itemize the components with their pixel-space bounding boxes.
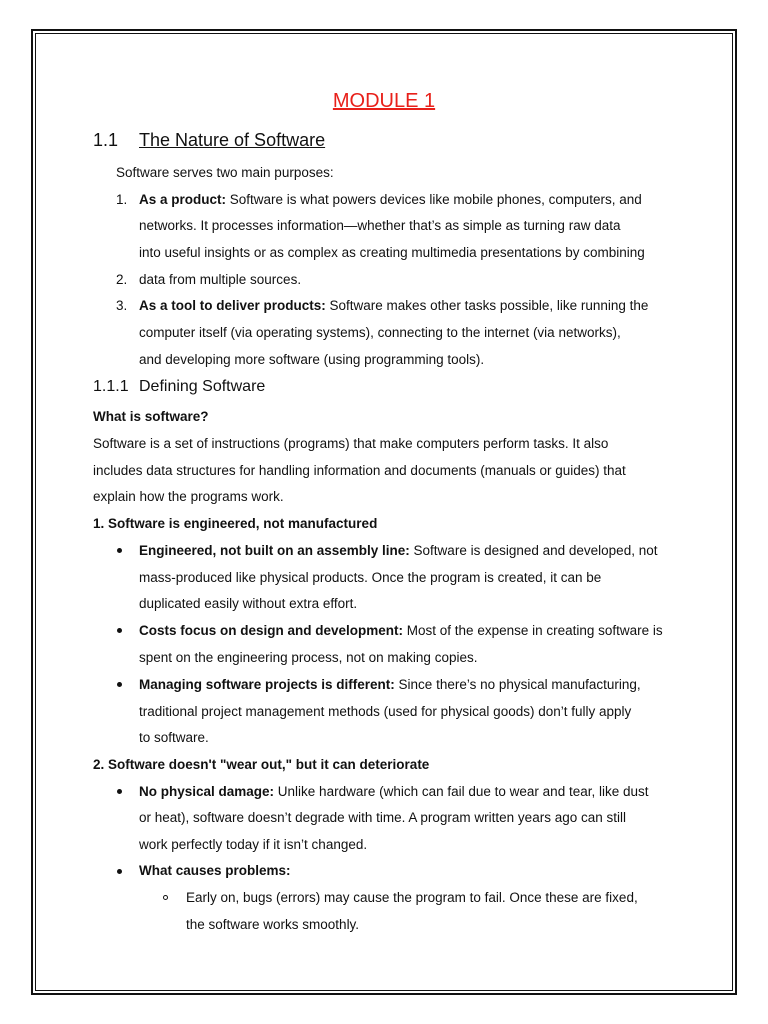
paragraph-line: Software is a set of instructions (programs) that make computers perform tasks. It also xyxy=(93,436,609,451)
item-label: No physical damage: xyxy=(139,784,275,799)
bullet-item xyxy=(139,783,649,801)
subsection-title: Defining Software xyxy=(139,378,266,395)
bullet-icon xyxy=(117,548,122,553)
question-heading: What is software? xyxy=(93,409,209,424)
subsection-heading xyxy=(93,377,265,397)
list-number: 2. xyxy=(116,272,128,287)
item-text: or heat), software doesn’t degrade with time. A program written years ago can still xyxy=(139,810,626,825)
list-number: 1. xyxy=(116,192,128,207)
bullet-item xyxy=(139,676,641,694)
section-heading xyxy=(93,129,325,151)
item-text: duplicated easily without extra effort. xyxy=(139,596,358,611)
item-label: Engineered, not built on an assembly line: xyxy=(139,543,410,558)
item-text: traditional project management methods (used for physical goods) don’t fully apply xyxy=(139,704,632,719)
paragraph-line: explain how the programs work. xyxy=(93,489,284,504)
sub-item-text: Early on, bugs (errors) may cause the program to fail. Once these are fixed, xyxy=(186,890,638,905)
subsection-number: 1.1.1 xyxy=(93,378,129,395)
bullet-icon xyxy=(117,628,122,633)
hollow-bullet-icon xyxy=(163,895,168,900)
item-label: As a product: xyxy=(139,192,227,207)
item-label: As a tool to deliver products: xyxy=(139,298,326,313)
item-text: work perfectly today if it isn’t changed. xyxy=(139,837,368,852)
item-text: spent on the engineering process, not on making copies. xyxy=(139,650,478,665)
point-heading: 2. Software doesn't "wear out," but it can deteriorate xyxy=(93,757,430,772)
bullet-item: What causes problems: xyxy=(139,863,291,878)
item-text: Software is what powers devices like mobile phones, computers, and xyxy=(226,192,642,207)
module-title: MODULE 1 xyxy=(332,90,436,112)
bullet-icon xyxy=(117,789,122,794)
bullet-item xyxy=(139,542,657,560)
item-text: data from multiple sources. xyxy=(139,272,302,287)
item-text: Software is designed and developed, not xyxy=(409,543,658,558)
bullet-icon xyxy=(117,682,122,687)
item-label: Managing software projects is different: xyxy=(139,677,395,692)
item-text: Unlike hardware (which can fail due to wear and tear, like dust xyxy=(274,784,649,799)
item-text: computer itself (via operating systems), connecting to the internet (via networks), xyxy=(139,325,621,340)
item-text: Most of the expense in creating software is xyxy=(403,623,663,638)
bullet-icon xyxy=(117,869,122,874)
item-text: mass-produced like physical products. Once the program is created, it can be xyxy=(139,570,602,585)
point-heading: 1. Software is engineered, not manufactured xyxy=(93,516,378,531)
list-number: 3. xyxy=(116,298,128,313)
section-number: 1.1 xyxy=(93,130,119,150)
intro-text: Software serves two main purposes: xyxy=(116,165,334,180)
item-text: and developing more software (using programming tools). xyxy=(139,352,485,367)
item-text: networks. It processes information—whether that’s as simple as turning raw data xyxy=(139,218,621,233)
section-title: The Nature of Software xyxy=(139,130,326,150)
sub-item-text: the software works smoothly. xyxy=(186,917,360,932)
list-item xyxy=(139,297,648,315)
item-text: into useful insights or as complex as creating multimedia presentations by combining xyxy=(139,245,645,260)
item-text: to software. xyxy=(139,730,209,745)
paragraph-line: includes data structures for handling information and documents (manuals or guides) that xyxy=(93,463,626,478)
item-text: Software makes other tasks possible, like running the xyxy=(325,298,649,313)
item-text: Since there’s no physical manufacturing, xyxy=(394,677,641,692)
item-label: Costs focus on design and development: xyxy=(139,623,404,638)
list-item xyxy=(139,191,642,209)
bullet-item xyxy=(139,622,663,640)
